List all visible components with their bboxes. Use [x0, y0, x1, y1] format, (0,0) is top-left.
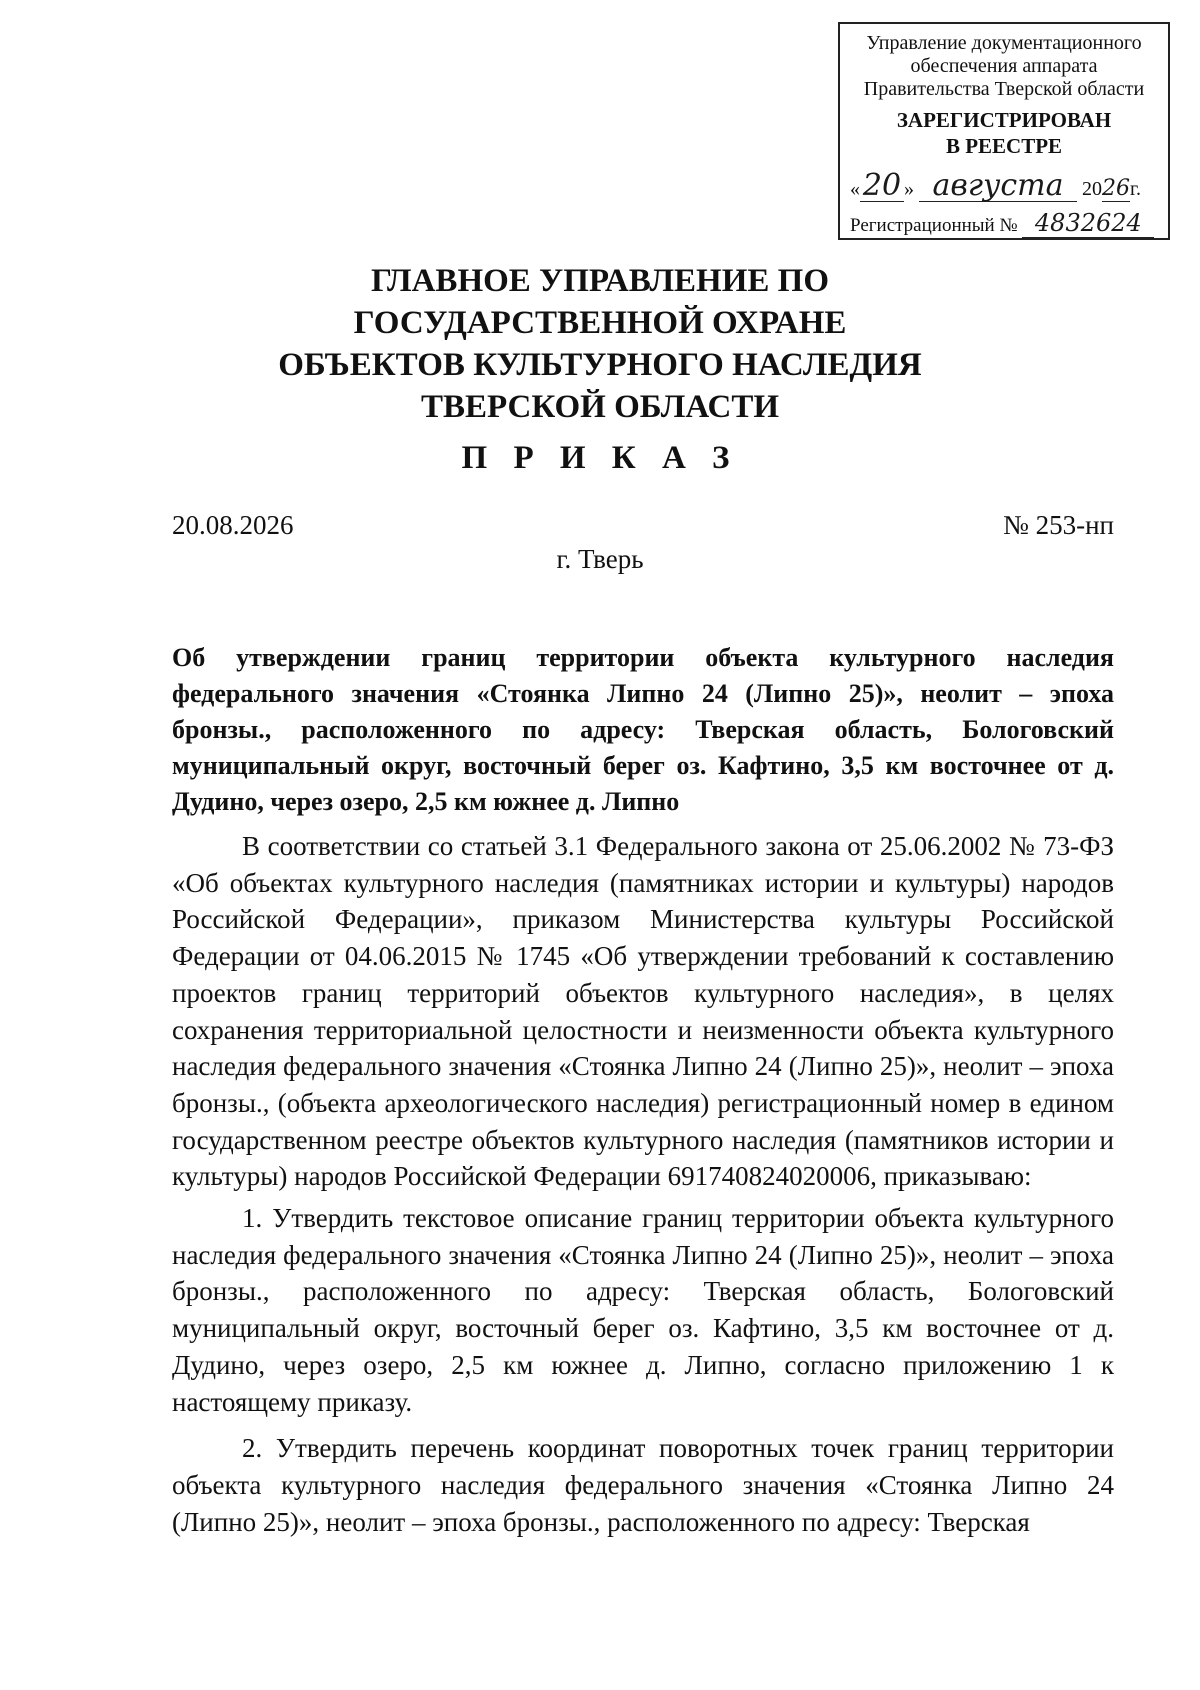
order-subject: Об утверждении границ территории объекта культурного наследия федерального значения «Стоянка Липно 24 (Липно 25)», неолит – эпоха бронзы., расположенного по адресу: Тверская область, Бологовский муниципальный округ, восточный берег оз. Кафтино, 3,5 км восточнее от д. Дудино, через озеро, 2,5 км южнее д. Липно	[172, 643, 1114, 816]
ministry-line: ОБЪЕКТОВ КУЛЬТУРНОГО НАСЛЕДИЯ	[278, 347, 922, 383]
stamp-org-line: обеспечения аппарата	[910, 55, 1098, 77]
stamp-reg-number-value: 4832624	[1034, 209, 1142, 237]
stamp-registered-line: ЗАРЕГИСТРИРОВАН	[896, 108, 1112, 132]
order-city: г. Тверь	[556, 544, 644, 574]
ministry-line: ГОСУДАРСТВЕННОЙ ОХРАНЕ	[353, 305, 847, 341]
ministry-line: ТВЕРСКОЙ ОБЛАСТИ	[420, 389, 780, 425]
order-number: № 253-нп	[1003, 510, 1114, 540]
stamp-month: августа	[932, 168, 1064, 203]
stamp-reg-number-label: Регистрационный №	[850, 215, 1018, 236]
registration-stamp	[838, 22, 1170, 240]
stamp-date: «20 » августа 2026г.	[850, 168, 1141, 203]
document-type: П Р И К А З	[461, 440, 739, 476]
order-item-2: 2. Утвердить перечень координат поворотных точек границ территории объекта культурного наследия федерального значения «Стоянка Липно 24 (Липно 25)», неолит – эпоха бронзы., расположенного по адресу: Тверская	[172, 1433, 1114, 1537]
order-item-1: 1. Утвердить текстовое описание границ территории объекта культурного наследия федерального значения «Стоянка Липно 24 (Липно 25)», неолит – эпоха бронзы., расположенного по адресу: Тверская область, Бологовский муниципальный округ, восточный берег оз. Кафтино, 3,5 км восточнее от д. Дудино, через озеро, 2,5 км южнее д. Липно, согласно приложению 1 к настоящему приказу.	[172, 1203, 1114, 1417]
ministry-name	[200, 260, 1000, 428]
stamp-year-prefix: 20	[1082, 178, 1102, 200]
ministry-line: ГЛАВНОЕ УПРАВЛЕНИЕ ПО	[371, 263, 829, 299]
stamp-year-unit: г.	[1130, 178, 1141, 200]
stamp-org-line: Правительства Тверской области	[863, 78, 1145, 100]
stamp-org-line: Управление документационного	[866, 32, 1142, 54]
stamp-reg-number	[850, 209, 1160, 238]
stamp-day: 20	[862, 168, 902, 203]
order-body	[172, 828, 1114, 1540]
stamp-registered-line: В РЕЕСТРЕ	[945, 134, 1063, 158]
stamp-year-suffix: 26	[1102, 176, 1130, 201]
preamble-paragraph: В соответствии со статьей 3.1 Федерального закона от 25.06.2002 № 73-ФЗ «Об объектах культурного наследия (памятниках истории и культуры) народов Российской Федерации», приказом Министерства культуры Российской Федерации от 04.06.2015 № 1745 «Об утверждении требований к составлению проектов границ территорий объектов культурного наследия», в целях сохранения территориальной целостности и неизменности объекта культурного наследия федерального значения «Стоянка Липно 24 (Липно 25)», неолит – эпоха бронзы., (объекта археологического наследия) регистрационный номер в едином государственном реестре объектов культурного наследия (памятников истории и культуры) народов Российской Федерации 691740824020006, приказываю:	[172, 831, 1114, 1192]
order-date: 20.08.2026	[172, 510, 294, 540]
